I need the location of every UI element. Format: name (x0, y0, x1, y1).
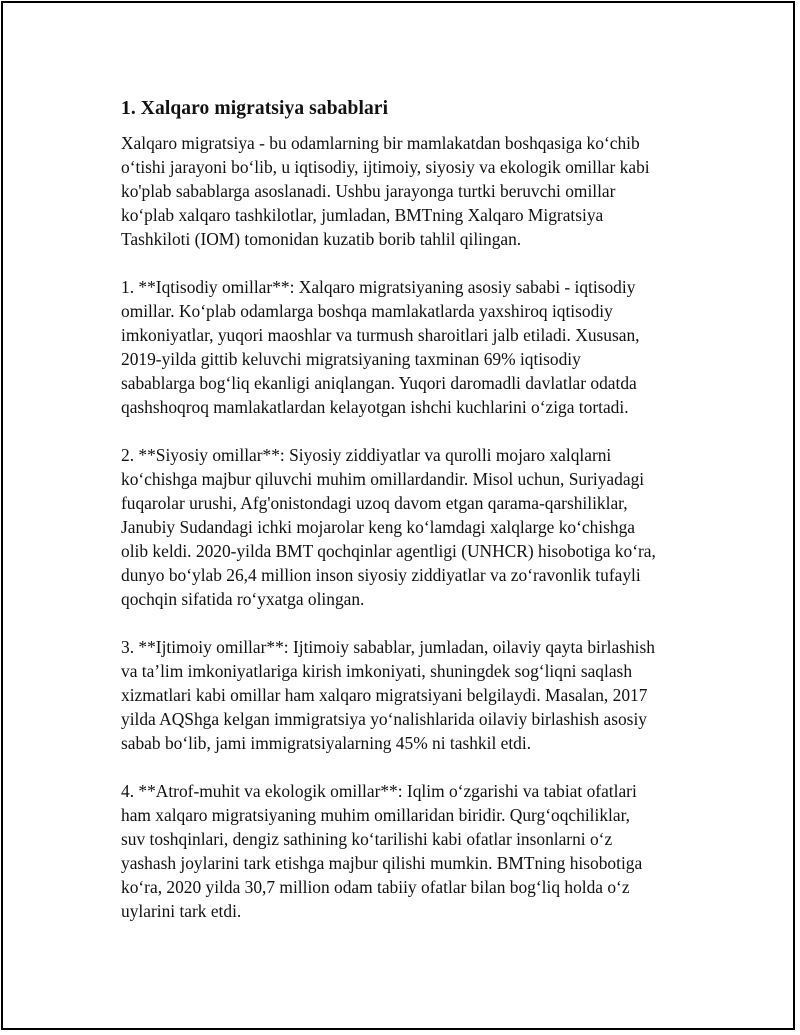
text-line: ko'plab sabablarga asoslanadi. Ushbu jarayonga turtki beruvchi omillar (121, 181, 616, 201)
text-line: 3. **Ijtimoiy omillar**: Ijtimoiy sabablar, jumladan, oilaviy qayta birlashish (121, 637, 655, 657)
text-line: oʻtishi jarayoni boʻlib, u iqtisodiy, ijtimoiy, siyosiy va ekologik omillar kabi (121, 157, 650, 177)
text-line: suv toshqinlari, dengiz sathining koʻtarilishi kabi ofatlar insonlarni oʻz (121, 829, 613, 849)
political-factors-paragraph (121, 443, 691, 611)
text-line: va ta’lim imkoniyatlariga kirish imkoniyati, shuningdek sogʻliqni saqlash (121, 661, 633, 681)
text-line: imkoniyatlar, yuqori maoshlar va turmush sharoitlari jalb etiladi. Xususan, (121, 325, 640, 345)
text-line: fuqarolar urushi, Afg'onistondagi uzoq davom etgan qarama-qarshiliklar, (121, 493, 628, 513)
document-title: 1. Xalqaro migratsiya sabablari (121, 98, 389, 119)
text-line: Janubiy Sudandagi ichki mojarolar keng koʻlamdagi xalqlarge koʻchishga (121, 517, 636, 537)
text-line: ham xalqaro migratsiyaning muhim omillaridan biridir. Qurgʻoqchiliklar, (121, 805, 631, 825)
text-line: Xalqaro migratsiya - bu odamlarning bir mamlakatdan boshqasiga koʻchib (121, 133, 640, 153)
text-line: 4. **Atrof-muhit va ekologik omillar**: Iqlim oʻzgarishi va tabiat ofatlari (121, 781, 637, 801)
text-line: dunyo boʻylab 26,4 million inson siyosiy ziddiyatlar va zoʻravonlik tufayli (121, 565, 641, 585)
text-line: koʻchishga majbur qiluvchi muhim omillardandir. Misol uchun, Suriyadagi (121, 469, 645, 489)
text-line: omillar. Koʻplab odamlarga boshqa mamlakatlarda yaxshiroq iqtisodiy (121, 301, 613, 321)
text-line: Tashkiloti (IOM) tomonidan kuzatib borib tahlil qilingan. (121, 229, 522, 249)
economic-factors-paragraph (121, 275, 691, 419)
text-line: qochqin sifatida roʻyxatga olingan. (121, 589, 365, 609)
text-line: qashshoqroq mamlakatlardan kelayotgan ishchi kuchlarini oʻziga tortadi. (121, 397, 629, 417)
text-line: koʻplab xalqaro tashkilotlar, jumladan, BMTning Xalqaro Migratsiya (121, 205, 604, 225)
text-line: uylarini tark etdi. (121, 901, 242, 921)
document-body (121, 97, 691, 947)
intro-paragraph (121, 131, 691, 251)
text-line: yashash joylarini tark etishga majbur qilishi mumkin. BMTning hisobotiga (121, 853, 643, 873)
text-line: koʻra, 2020 yilda 30,7 million odam tabiiy ofatlar bilan bogʻliq holda oʻz (121, 877, 630, 897)
text-line: olib keldi. 2020-yilda BMT qochqinlar agentligi (UNHCR) hisobotiga koʻra, (121, 541, 656, 561)
text-line: 2019-yilda gittib keluvchi migratsiyaning taxminan 69% iqtisodiy (121, 349, 581, 369)
text-line: 1. **Iqtisodiy omillar**: Xalqaro migratsiyaning asosiy sababi - iqtisodiy (121, 277, 636, 297)
text-line: sabab boʻlib, jami immigratsiyalarning 45% ni tashkil etdi. (121, 733, 532, 753)
text-line: xizmatlari kabi omillar ham xalqaro migratsiyani belgilaydi. Masalan, 2017 (121, 685, 648, 705)
text-line: yilda AQShga kelgan immigratsiya yoʻnalishlarida oilaviy birlashish asosiy (121, 709, 647, 729)
text-line: 2. **Siyosiy omillar**: Siyosiy ziddiyatlar va qurolli mojaro xalqlarni (121, 445, 612, 465)
social-factors-paragraph (121, 635, 691, 755)
environmental-factors-paragraph (121, 779, 691, 923)
text-line: sabablarga bogʻliq ekanligi aniqlangan. Yuqori daromadli davlatlar odatda (121, 373, 637, 393)
page-frame (1, 1, 795, 1030)
